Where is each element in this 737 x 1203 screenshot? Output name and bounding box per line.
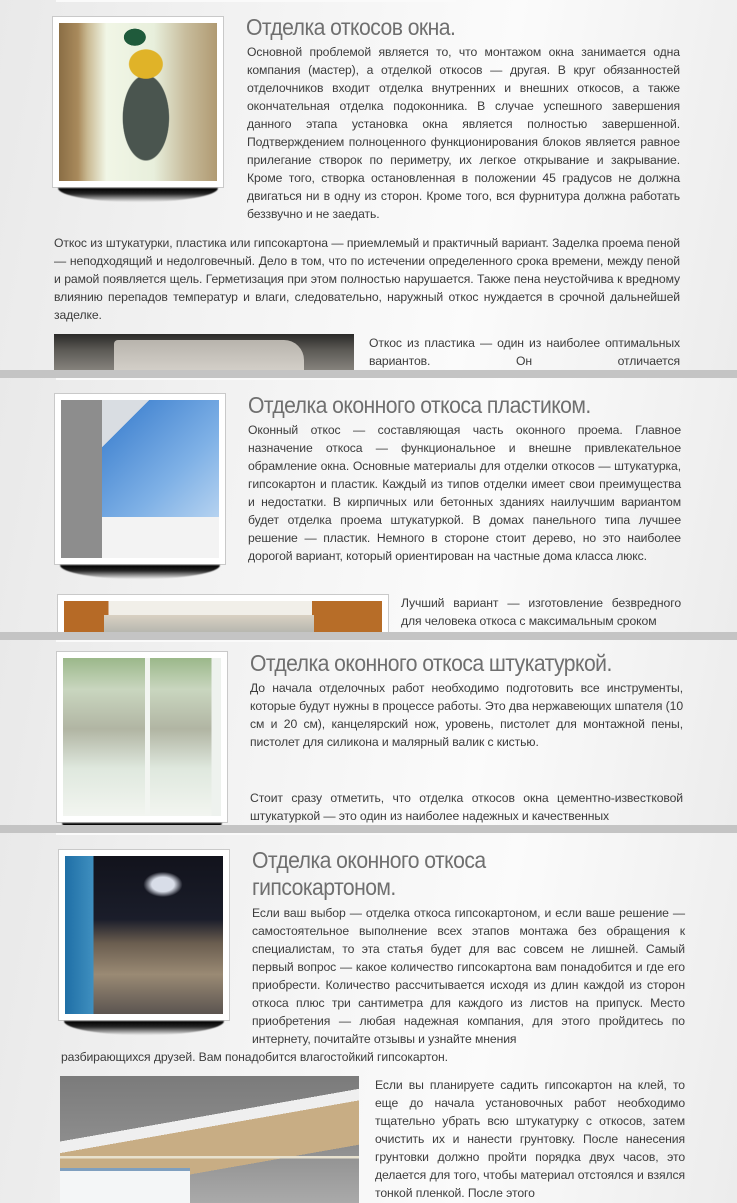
image-shadow [58,188,218,202]
section-paragraph: Если вы планируете садить гипсокартон на клей, то еще до начала установочных работ необходимо тщательно убрать всю штукатурку с откосов, затем очистить их и нанести грунтовку. После нанесения грунтовки должно пройти порядка двух часов, это делается для того, чтобы материал отстоялся и взялся тонкой пленкой. После этого [375,1078,685,1200]
section-title: Отделка оконного откоса штукатуркой. [250,650,612,676]
section-title: Отделка оконного откоса гипсокартоном. [252,847,486,900]
section-paragraph: Откос из штукатурки, пластика или гипсокартона — приемлемый и практичный вариант. Заделка проема пеной — неподходящий и недолговечный. Дело в том, что по истечении определенного срока времени, между пеной и рамой появляется щель. Герметизация при этом полностью нарушается. Также пена неустойчива к вредному влиянию перепадов температур и влаги, следовательно, наружный откос нуждается в срочной дальнейшей заделке. [54,236,680,322]
section-separator [0,825,737,833]
divider [56,0,456,2]
image-shadow [64,1021,224,1035]
section-separator [0,370,737,378]
section-intro: До начала отделочных работ необходимо подготовить все инструменты, которые будут нужны в процессе работы. Это два нержавеющих шпателя (10 см и 20 см), канцелярский нож, уровень, пистолет для монтажной пены, пистолет для силикона и малярный валик с кистью. [250,681,683,749]
section-intro: Оконный откос — составляющая часть оконного проема. Главное назначение откоса — функциональное и внешне привлекательное обрамление окна. Основные материалы для отделки откосов — штукатурка, гипсокартон и пластик. Каждый из типов отделки имеет свои преимущества и недостатки. В кирпичных или бетонных зданиях наилучшим вариантом будет отделка проема штукатуркой. В домах панельного типа лучшее решение — пластик. Немного в стороне стоит дерево, но это наиболее дорогой вариант, который ориентирован на частные дома класса люкс. [248,423,681,563]
article-card-drywall [0,833,737,1203]
section-paragraph: Откос из пластика — один из наиболее оптимальных вариантов. Он отличается [369,336,680,368]
article-card-slopes [0,0,737,370]
section-intro: Основной проблемой является то, что монтажом окна занимается одна компания (мастер), а отделкой откосов — другая. В круг обязанностей отделочников входит отделка внутренних и внешних откосов, а также окончательная отделка подоконника. В случае успешного завершения данного этапа установка окна является полностью завершенной. Подтверждением полноценного функционирования блоков является равное прилегание створок по периметру, их легкое открывание и закрывание. Кроме того, створка остановленная в положении 45 градусов не должна двигаться ни в одну из сторон. Кроме того, вся фурнитура должна работать беззвучно и не заедать. [247,45,680,221]
worker-photo [59,23,217,181]
plastered-window-photo [63,658,221,816]
section-paragraph: Лучший вариант — изготовление безвредного для человека откоса с максимальным сроком [401,596,681,628]
article-image-frame[interactable] [57,594,389,632]
divider [56,640,456,642]
article-thumbnail-frame[interactable] [54,393,226,565]
section-intro: Если ваш выбор — отделка откоса гипсокартоном, и если ваше решение — самостоятельное выполнение всех этапов монтажа без обращения к специалистам, то эта статья будет для вас совсем не лишней. Самый первый вопрос — какое количество гипсокартона вам понадобится и где его приобрести. Количество рассчитывается исходя из длин каждой из сторон откоса плюс три сантиметра для каждого из листов на припуск. Место приобретения — любая надежная компания, для этого пройдитесь по интернету, почитайте отзывы и узнайте мнения [252,906,685,1046]
divider [56,378,456,380]
section-paragraph: Стоит сразу отметить, что отделка откосов окна цементно-известковой штукатуркой — это один из наиболее надежных и качественных [250,791,683,823]
drywall-slope-photo[interactable] [60,1076,359,1203]
article-thumbnail-frame[interactable] [58,849,230,1021]
divider [56,833,456,835]
plastic-slope-photo[interactable] [54,334,354,370]
plastic-slope-install-photo [64,601,382,632]
article-card-plaster [0,640,737,825]
image-shadow [60,565,220,579]
section-separator [0,632,737,640]
section-title: Отделка откосов окна. [246,14,456,40]
exhibition-hall-photo [65,856,223,1014]
section-intro-tail: разбирающихся друзей. Вам понадобится влагостойкий гипсокартон. [61,1050,448,1064]
article-thumbnail-frame[interactable] [56,651,228,823]
article-thumbnail-frame[interactable] [52,16,224,188]
plastic-window-photo [61,400,219,558]
section-title: Отделка оконного откоса пластиком. [248,392,591,418]
article-card-plastic [0,378,737,632]
